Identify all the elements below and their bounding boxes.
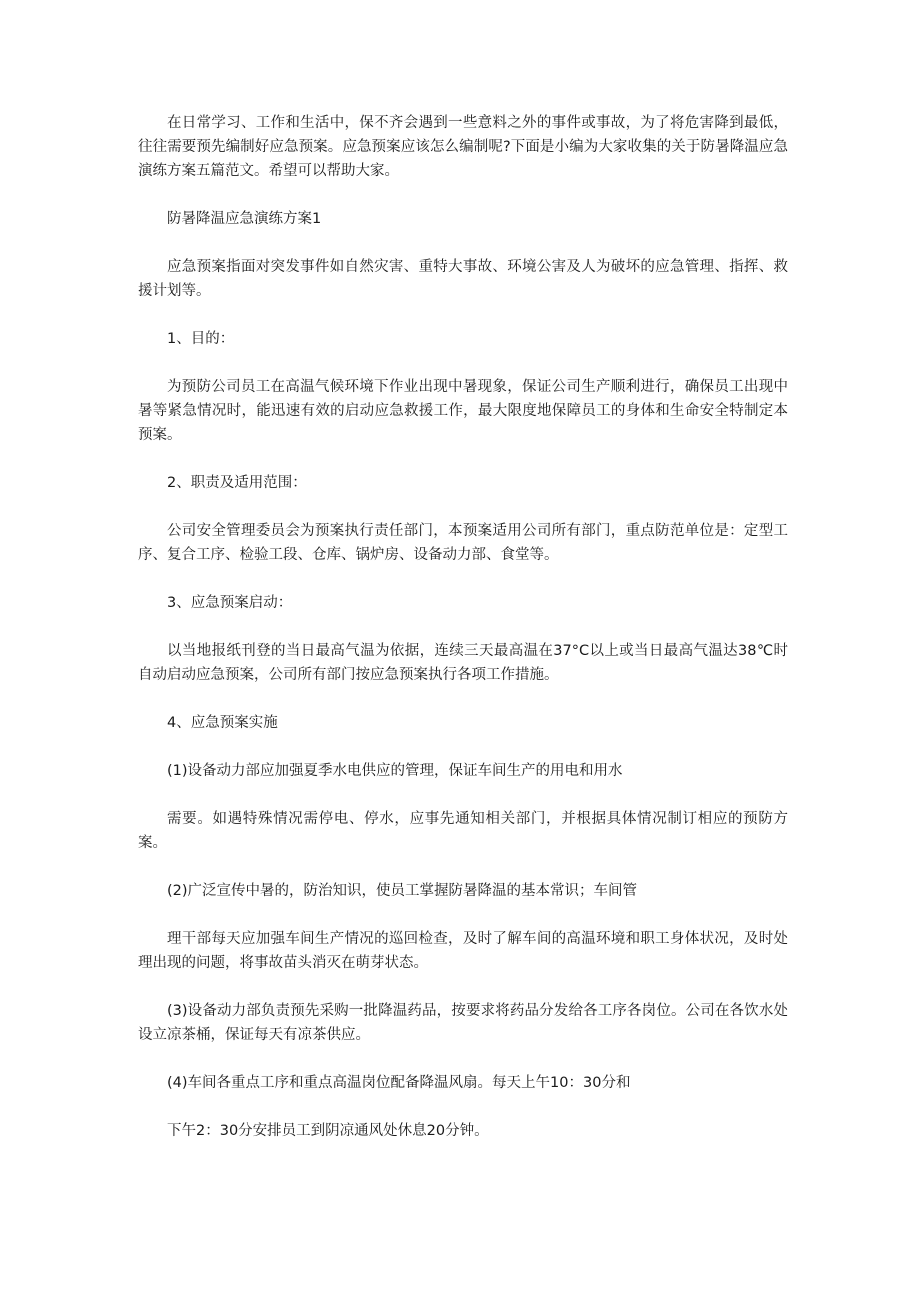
section-title: 防暑降温应急演练方案1 xyxy=(167,211,322,227)
intro-paragraph: 在日常学习、工作和生活中，保不齐会遇到一些意料之外的事件或事故，为了将危害降到最低，往往需要预先编制好应急预案。应急预案应该怎么编制呢?下面是小编为大家收集的关于防暑降温应急演练方案五篇范文。希望可以帮助大家。 xyxy=(138,115,788,179)
heading-implementation: 4、应急预案实施 xyxy=(167,715,278,731)
item-4-line: (4)车间各重点工序和重点高温岗位配备降温风扇。每天上午10：30分和 xyxy=(167,1075,631,1091)
item-2-line: (2)广泛宣传中暑的，防治知识，使员工掌握防暑降温的基本常识；车间管 xyxy=(167,883,638,899)
item-1-line: (1)设备动力部应加强夏季水电供应的管理，保证车间生产的用电和用水 xyxy=(167,763,623,779)
purpose-paragraph: 为预防公司员工在高温气候环境下作业出现中暑现象，保证公司生产顺利进行，确保员工出现中暑等紧急情况时，能迅速有效的启动应急救援工作，最大限度地保障员工的身体和生命安全特制定本预案。 xyxy=(138,379,788,443)
scope-paragraph: 公司安全管理委员会为预案执行责任部门，本预案适用公司所有部门，重点防范单位是：定型工序、复合工序、检验工段、仓库、锅炉房、设备动力部、食堂等。 xyxy=(138,523,788,563)
heading-purpose: 1、目的： xyxy=(167,331,235,347)
item-3-paragraph: (3)设备动力部负责预先采购一批降温药品，按要求将药品分发给各工序各岗位。公司在各饮水处设立凉茶桶，保证每天有凉茶供应。 xyxy=(138,1003,788,1043)
item-2-continued: 理干部每天应加强车间生产情况的巡回检查，及时了解车间的高温环境和职工身体状况，及时处理出现的问题，将事故苗头消灭在萌芽状态。 xyxy=(138,931,788,971)
heading-activation: 3、应急预案启动： xyxy=(167,595,293,611)
item-4-continued: 下午2：30分安排员工到阴凉通风处休息20分钟。 xyxy=(167,1123,489,1139)
heading-scope: 2、职责及适用范围： xyxy=(167,475,307,491)
document-body xyxy=(138,111,788,1167)
item-1-continued: 需要。如遇特殊情况需停电、停水，应事先通知相关部门，并根据具体情况制订相应的预防方案。 xyxy=(138,811,788,851)
definition-paragraph: 应急预案指面对突发事件如自然灾害、重特大事故、环境公害及人为破坏的应急管理、指挥、救援计划等。 xyxy=(138,259,788,299)
activation-paragraph: 以当地报纸刊登的当日最高气温为依据，连续三天最高温在37°C以上或当日最高气温达38℃时自动启动应急预案，公司所有部门按应急预案执行各项工作措施。 xyxy=(138,643,788,683)
